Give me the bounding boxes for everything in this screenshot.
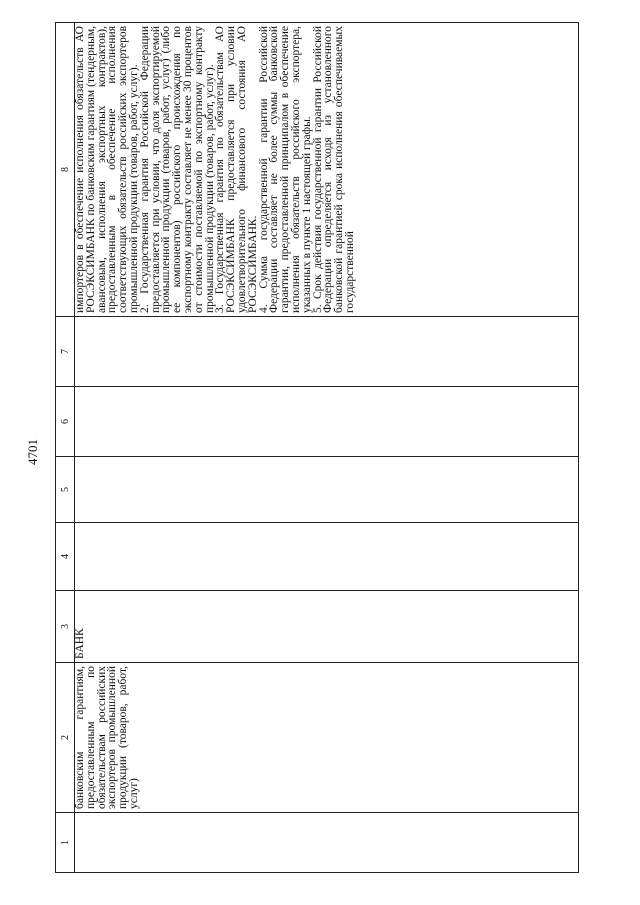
page-number-text: 4701 bbox=[25, 439, 40, 465]
column-header-7: 7 bbox=[56, 317, 75, 387]
column-header-2: 2 bbox=[56, 663, 75, 813]
document-table bbox=[55, 22, 579, 873]
table-header-row bbox=[56, 23, 75, 873]
column-header-8: 8 bbox=[56, 23, 75, 317]
table-row bbox=[75, 23, 579, 873]
col-8-paragraph-1: импортеров в обеспечение исполнения обязательств АО РОСЭКСИМБАНК по банковским гарантиям (тендерным, авансовым, исполнения экспортных контрактов), предоставленным в обеспечение исполнения соответствующих обязательств российских экспортеров промышленной продукции (товаров, работ, услуг). bbox=[74, 26, 140, 313]
cell-col-2 bbox=[75, 663, 579, 813]
column-header-1: 1 bbox=[56, 813, 75, 873]
column-header-3: 3 bbox=[56, 591, 75, 663]
cell-col-4 bbox=[75, 523, 579, 591]
col-8-paragraph-3: 3. Государственная гарантия по обязательствам АО РОСЭКСИМБАНК предоставляется при условии удовлетворительного финансового состояния АО РОСЭКСИМБАНК. bbox=[214, 26, 259, 313]
col-8-paragraph-2: 2. Государственная гарантия Российской Федерации предоставляется при условии, что доля экспортируемой промышленной продукции (товаров, работ, услуг) (либо ее компонентов) российского происхождения по экспортному контракту составляет не менее 30 процентов от стоимости поставляемой по экспортному контракту промышленной продукции (товаров, работ, услуг). bbox=[138, 26, 216, 313]
cell-col-5 bbox=[75, 457, 579, 523]
cell-col-2-text: банковским гарантиям, предоставленным по обязательствам российских экспортеров промышленной продукции (товаров, работ, услуг) bbox=[74, 666, 140, 809]
col-8-paragraph-4: 4. Сумма государственной гарантии Российской Федерации составляет не более суммы банковской гарантии, предоставленной принципалом в обеспечение исполнения обязательств российского экспортера, указанных в пункте 1 настоящей графы. bbox=[257, 26, 313, 313]
cell-col-8 bbox=[75, 23, 579, 317]
column-header-6: 6 bbox=[56, 387, 75, 457]
column-header-5: 5 bbox=[56, 457, 75, 523]
cell-col-7 bbox=[75, 317, 579, 387]
column-header-4: 4 bbox=[56, 523, 75, 591]
cell-col-6 bbox=[75, 387, 579, 457]
cell-col-3 bbox=[75, 591, 579, 663]
col-8-paragraph-5: 5. Срок действия государственной гарантии Российской Федерации определяется исходя из установленного банковской гарантией срока исполнения обеспечиваемых государственной bbox=[311, 26, 356, 313]
cell-col-1 bbox=[75, 813, 579, 873]
cell-col-3-text: БАНК bbox=[74, 628, 86, 659]
rotated-page-content bbox=[55, 23, 585, 873]
